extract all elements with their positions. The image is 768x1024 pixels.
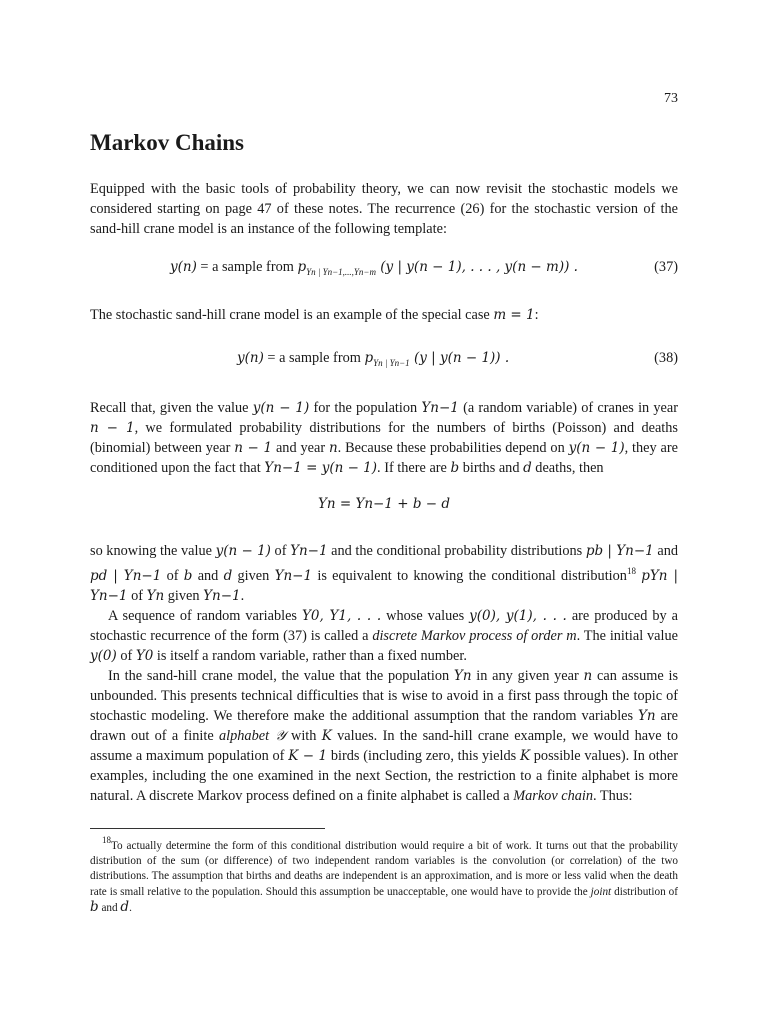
math: Yn−1 [290,543,328,559]
equation-population-update [90,496,678,520]
math: K [519,748,531,764]
equation-number: (37) [654,259,678,275]
equation-expression [170,259,578,277]
text: possible values). In other examples, including the one examined in the next Section, the restriction to a finite alphabet is more natural. A discrete Markov process defined on a finite alphabet is called a [90,748,679,804]
text: and the conditional probability distributions [327,543,586,559]
text: Equipped with the basic tools of probability theory, we can now revisit the stochastic models we considered starting on page 47 of these notes. The recurrence (26) for the stochastic version of the sand-hill crane model is an instance of the following template: [90,181,678,237]
math: d [120,898,130,915]
math: y(0), y(1), . . . [469,608,567,624]
math: Yn [638,708,656,724]
paragraph-markov-process [90,606,678,666]
math: pd | Yn−1 [90,568,162,584]
text: are drawn out of a finite [90,708,678,744]
math: y(n − 1) [568,440,625,456]
text: whose values [381,608,470,624]
text: , they are conditioned upon the fact that [90,440,679,476]
math: m = 1 [493,307,535,323]
math: n [328,440,338,456]
text: Recall that, given the value [90,400,253,416]
text: . [240,588,245,604]
text: To actually determine the form of this conditional distribution would require a bit of work. It turns out that the probability distribution of the sum (or difference) of two independent random variables is the convolution (or correlation) of the two distributions. The assumption that births and deaths are independent is an approximation, and is more or less valid when the death rate is small relative to the population. Should this assumption be unacceptable, one would have to provide the [90,840,678,898]
text: = a sample from [196,259,298,275]
text: . Because these probabilities depend on [337,440,569,456]
equation-37 [90,259,678,283]
math: b [90,898,99,915]
math: y(0) [90,648,117,664]
math: Yn = Yn−1 + b − d [317,496,451,512]
text: . The initial value [576,628,678,644]
emphasis: joint [590,885,612,898]
math: Yn−1 [274,568,313,584]
equation-expression [237,350,509,368]
math: pb | Yn−1 [585,543,654,559]
text: can assume is unbounded. This presents technical difficulties that is wise to avoid in a first pass through the topic of stochastic modeling. We therefore make the additional assumption that the random variables [90,668,679,724]
math: y(n) [237,350,264,366]
math: Yn−1 [203,588,241,604]
math: Yn−1 = y(n − 1) [264,460,378,476]
emphasis: Markov chain [513,788,594,804]
math: (y | y(n − 1), . . . , y(n − m)) . [375,259,578,275]
text: deaths, then [531,460,604,476]
text: A sequence of random variables [108,608,302,624]
text: . If there are [377,460,451,476]
paragraph-special-case [90,305,678,325]
text: given [164,588,204,604]
footnote-marker: 18 [102,835,111,845]
text: : [534,307,539,323]
text: so knowing the value [90,543,216,559]
math: y(n − 1) [215,543,271,559]
text: = a sample from [263,350,365,366]
section-title: Markov Chains [90,130,244,155]
text: In the sand-hill crane model, the value that the population [108,668,454,684]
text: is itself a random variable, rather than a fixed number. [153,648,467,664]
text: distribution of [611,885,678,898]
text: (a random variable) of cranes in year [458,400,678,416]
text: of [127,588,147,604]
text: of [270,543,291,559]
text: and [98,901,121,914]
math: y(n − 1) [252,400,310,416]
math: b [183,568,193,584]
math: Y0 [135,648,154,664]
math: pYn | Yn−1 [90,568,679,604]
text: given [232,568,275,584]
math-subscript: Yn | Yn−1,...,Yn−m [306,267,376,277]
text: The stochastic sand-hill crane model is an example of the special case [90,307,494,323]
paragraph-markov-chain [90,666,678,806]
math: b [450,460,460,476]
text: . Thus: [593,788,633,804]
math: p [364,350,374,366]
text: are produced by a stochastic recurrence of the form (37) is called a [90,608,679,644]
math: n − 1 [234,440,273,456]
equation-38 [90,350,678,374]
footnote-marker: 18 [626,566,636,576]
text: values. In the sand-hill crane example, we would have to assume a maximum population of [90,728,678,764]
text: for the population [309,400,422,416]
math: K [321,728,332,744]
text: . [129,901,132,914]
emphasis: alphabet [219,728,270,744]
math: d [223,568,233,584]
text: births and [459,460,524,476]
emphasis: discrete Markov process of order m [372,628,577,644]
math: K − 1 [288,748,328,764]
paragraph-recall [90,398,678,478]
text: in any given year [471,668,584,684]
text: of [116,648,136,664]
paragraph-conditional [90,541,678,806]
math: Yn [146,588,165,604]
math: Yn [453,668,472,684]
math: n [583,668,593,684]
math: n − 1 [90,420,135,436]
math: d [523,460,532,476]
math: Yn−1 [421,400,459,416]
text: birds (including zero, this yields [327,748,520,764]
intro-paragraph [90,179,678,239]
page-number: 73 [664,91,678,106]
text: and [192,568,224,584]
text: and [653,543,679,559]
math-subscript: Yn | Yn−1 [373,358,410,368]
equation-number: (38) [654,350,678,366]
text: , we formulated probability distributions for the numbers of births (Poisson) and deaths (binomial) between year [90,420,678,456]
footnote-18 [90,833,678,916]
text: with [285,728,322,744]
text: and year [272,440,329,456]
math: y(n) [170,259,197,275]
text: of [161,568,184,584]
math: Y0, Y1, . . . [301,608,382,624]
math: 𝒴 [269,728,286,744]
text: is equivalent to knowing the conditional distribution [312,568,627,584]
footnote-divider [90,828,325,829]
math: (y | y(n − 1)) . [409,350,510,366]
math: p [297,259,307,275]
